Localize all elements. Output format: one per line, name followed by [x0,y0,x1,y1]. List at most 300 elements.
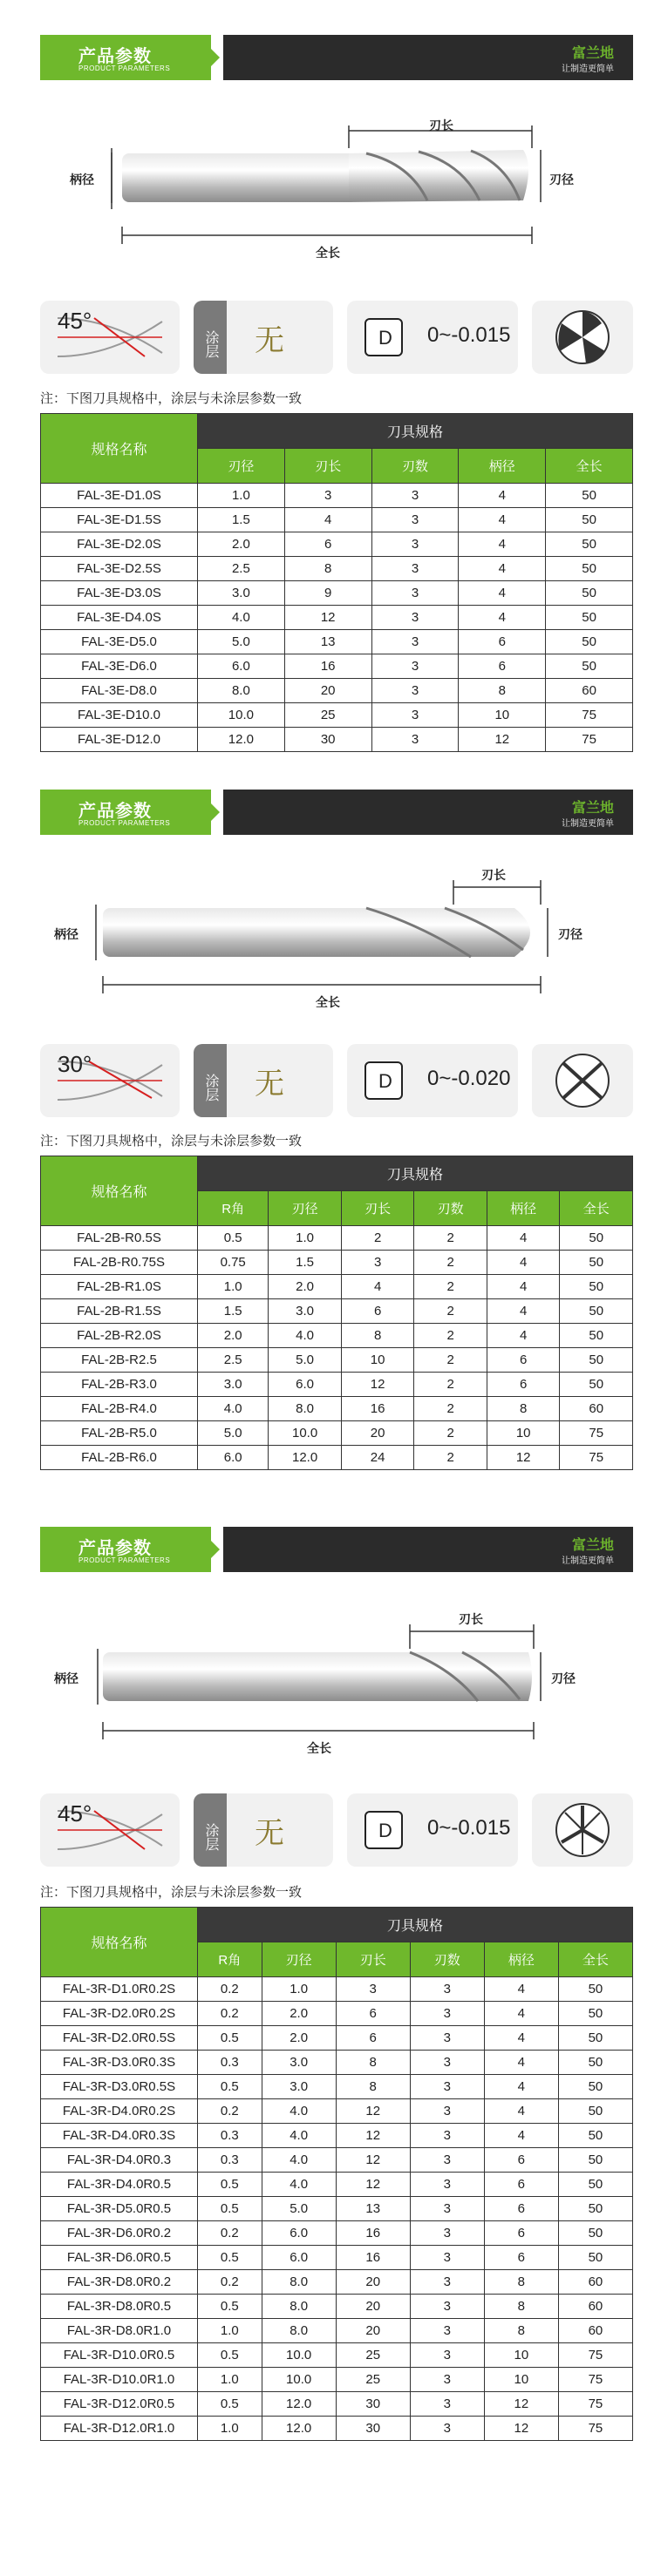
spec-value-cell: 6.0 [262,2221,336,2246]
spec-value-cell: 3 [410,2319,484,2343]
spec-value-cell: 50 [546,508,633,532]
spec-value-cell: 4 [484,2002,558,2026]
end-view-box [532,1793,633,1867]
banner-slogan: 让制造更简单 [562,819,614,829]
spec-value-cell: 2.0 [269,1275,342,1299]
spec-name-cell: FAL-3R-D5.0R0.5 [41,2197,198,2221]
spec-value-cell: 8.0 [262,2270,336,2295]
table-row [41,1324,633,1348]
spec-name-cell: FAL-3E-D1.5S [41,508,198,532]
spec-note: 注：下图刀具规格中，涂层与未涂层参数一致 [40,391,303,406]
spec-value-cell: 4 [487,1251,560,1275]
tolerance-value: 0~-0.015 [427,1816,511,1840]
column-header: 刃长 [341,1191,414,1226]
banner-arrow [211,49,220,66]
table-row [41,2343,633,2368]
table-row [41,1446,633,1470]
spec-value-cell: 50 [560,1226,633,1251]
spec-value-cell: 6.0 [269,1373,342,1397]
spec-value-cell: 75 [560,1446,633,1470]
spec-name-cell: FAL-2B-R1.0S [41,1275,198,1299]
spec-value-cell: 3 [410,2295,484,2319]
table-row [41,2417,633,2441]
banner-brand: 富兰地 [571,1538,614,1553]
spec-value-cell: 12 [487,1446,560,1470]
spec-value-cell: 8 [484,2319,558,2343]
table-row [41,2002,633,2026]
spec-value-cell: 24 [341,1446,414,1470]
spec-value-cell: 4.0 [269,1324,342,1348]
spec-name-cell: FAL-2B-R2.0S [41,1324,198,1348]
spec-value-cell: 3 [410,2343,484,2368]
spec-name-cell: FAL-3R-D1.0R0.2S [41,1977,198,2002]
spec-name-header: 规格名称 [41,414,198,484]
table-row [41,1348,633,1373]
coating-box [194,1044,333,1117]
table-row [41,2270,633,2295]
banner-subtitle: PRODUCT PARAMETERS [78,64,171,72]
table-row [41,2173,633,2197]
table-row [41,1275,633,1299]
spec-value-cell: 0.2 [198,1977,262,2002]
spec-value-cell: 2 [414,1324,487,1348]
spec-name-cell: FAL-3E-D1.0S [41,484,198,508]
helix-angle-value: 45° [58,1800,92,1827]
spec-value-cell: 0.5 [198,2392,262,2417]
spec-table-2b [40,1156,633,1470]
spec-name-cell: FAL-3R-D4.0R0.3 [41,2148,198,2173]
spec-value-cell: 50 [558,2246,632,2270]
spec-value-cell: 12 [459,728,546,752]
spec-name-cell: FAL-3R-D10.0R1.0 [41,2368,198,2392]
spec-value-cell: 8 [487,1397,560,1421]
spec-value-cell: 75 [558,2343,632,2368]
spec-name-header: 规格名称 [41,1156,198,1226]
spec-value-cell: 8.0 [262,2319,336,2343]
spec-value-cell: 3 [371,532,459,557]
spec-value-cell: 5.0 [262,2197,336,2221]
spec-value-cell: 12 [336,2124,410,2148]
overall-length-label: 全长 [307,1741,331,1755]
spec-value-cell: 75 [546,728,633,752]
flute-diameter-label: 刃径 [558,927,582,941]
spec-value-cell: 1.0 [198,2368,262,2392]
spec-value-cell: 50 [546,630,633,654]
spec-value-cell: 12.0 [198,728,285,752]
spec-value-cell: 6 [341,1299,414,1324]
spec-value-cell: 2 [414,1299,487,1324]
spec-value-cell: 1.0 [262,1977,336,2002]
spec-value-cell: 60 [546,679,633,703]
table-row [41,1421,633,1446]
spec-value-cell: 50 [558,2002,632,2026]
spec-value-cell: 4.0 [262,2124,336,2148]
table-row [41,2392,633,2417]
spec-value-cell: 8 [284,557,371,581]
spec-value-cell: 0.5 [198,2197,262,2221]
spec-value-cell: 3 [336,1977,410,2002]
spec-value-cell: 75 [558,2392,632,2417]
spec-name-cell: FAL-3E-D4.0S [41,606,198,630]
spec-name-cell: FAL-2B-R4.0 [41,1397,198,1421]
spec-value-cell: 3 [371,630,459,654]
table-row [41,2221,633,2246]
spec-note: 注：下图刀具规格中，涂层与未涂层参数一致 [40,1134,303,1149]
spec-value-cell: 4.0 [198,1397,269,1421]
spec-value-cell: 6 [484,2221,558,2246]
diameter-symbol-letter: D [378,327,392,349]
spec-value-cell: 0.75 [198,1251,269,1275]
spec-value-cell: 12 [484,2417,558,2441]
table-row [41,1373,633,1397]
spec-value-cell: 4 [459,532,546,557]
product-section-2 [0,767,654,1516]
coating-label: 涂层 [194,1044,227,1117]
spec-value-cell: 3 [371,484,459,508]
spec-value-cell: 2.0 [262,2026,336,2051]
spec-value-cell: 25 [284,703,371,728]
2-flute-ball-end-icon [532,1044,633,1117]
spec-value-cell: 6 [484,2246,558,2270]
spec-value-cell: 1.0 [198,484,285,508]
spec-value-cell: 6 [487,1373,560,1397]
shank-diameter-label: 柄径 [54,1671,78,1685]
banner-slogan: 让制造更简单 [562,1556,614,1566]
spec-name-cell: FAL-3R-D4.0R0.2S [41,2099,198,2124]
spec-value-cell: 3 [371,728,459,752]
column-header: 刃径 [269,1191,342,1226]
table-row [41,1397,633,1421]
spec-name-cell: FAL-3R-D12.0R0.5 [41,2392,198,2417]
spec-value-cell: 3 [410,2148,484,2173]
table-row [41,2075,633,2099]
coating-value: 无 [255,324,284,357]
spec-value-cell: 8.0 [198,679,285,703]
spec-name-cell: FAL-3E-D3.0S [41,581,198,606]
spec-value-cell: 4 [459,508,546,532]
column-header: R角 [198,1942,262,1977]
spec-value-cell: 4.0 [262,2173,336,2197]
spec-name-cell: FAL-3R-D12.0R1.0 [41,2417,198,2441]
banner-title: 产品参数 [78,47,152,66]
spec-value-cell: 10.0 [262,2368,336,2392]
spec-value-cell: 20 [341,1421,414,1446]
spec-value-cell: 60 [558,2319,632,2343]
banner-arrow [211,803,220,821]
spec-table-3e [40,413,633,752]
spec-value-cell: 4 [487,1275,560,1299]
spec-name-cell: FAL-2B-R1.5S [41,1299,198,1324]
flute-length-label: 刃长 [459,1612,483,1626]
spec-name-cell: FAL-3R-D10.0R0.5 [41,2343,198,2368]
diameter-symbol-icon [364,318,403,356]
spec-value-cell: 3.0 [262,2051,336,2075]
spec-name-cell: FAL-3R-D3.0R0.3S [41,2051,198,2075]
spec-value-cell: 12 [336,2148,410,2173]
table-row [41,2051,633,2075]
spec-name-cell: FAL-3R-D4.0R0.3S [41,2124,198,2148]
spec-value-cell: 50 [558,1977,632,2002]
spec-value-cell: 2 [414,1226,487,1251]
spec-name-cell: FAL-3R-D4.0R0.5 [41,2173,198,2197]
table-row [41,2368,633,2392]
spec-value-cell: 0.5 [198,2246,262,2270]
spec-value-cell: 3 [410,2197,484,2221]
spec-value-cell: 9 [284,581,371,606]
spec-value-cell: 3 [410,2368,484,2392]
spec-value-cell: 2.0 [198,532,285,557]
table-row [41,532,633,557]
table-row [41,606,633,630]
spec-value-cell: 6 [284,532,371,557]
diameter-symbol-icon [364,1061,403,1100]
spec-value-cell: 10 [459,703,546,728]
spec-value-cell: 0.2 [198,2221,262,2246]
spec-name-cell: FAL-2B-R6.0 [41,1446,198,1470]
banner-slogan: 让制造更简单 [562,64,614,74]
spec-value-cell: 60 [560,1397,633,1421]
spec-icon-row [40,1044,633,1122]
shank-diameter-label: 柄径 [70,173,94,186]
spec-value-cell: 3.0 [198,1373,269,1397]
helix-angle-box [40,1793,180,1867]
spec-value-cell: 4.0 [262,2148,336,2173]
spec-value-cell: 2.5 [198,1348,269,1373]
spec-value-cell: 3 [410,2075,484,2099]
spec-value-cell: 20 [336,2270,410,2295]
spec-value-cell: 2 [414,1397,487,1421]
spec-value-cell: 1.0 [198,2417,262,2441]
spec-value-cell: 20 [336,2319,410,2343]
spec-value-cell: 3 [410,2246,484,2270]
spec-value-cell: 12 [484,2392,558,2417]
spec-value-cell: 1.5 [198,1299,269,1324]
spec-value-cell: 50 [546,581,633,606]
spec-value-cell: 8.0 [262,2295,336,2319]
spec-value-cell: 8 [484,2295,558,2319]
spec-value-cell: 2 [414,1421,487,1446]
table-row [41,557,633,581]
spec-value-cell: 4 [484,2099,558,2124]
spec-value-cell: 25 [336,2368,410,2392]
spec-value-cell: 50 [558,2099,632,2124]
spec-value-cell: 8 [336,2051,410,2075]
spec-value-cell: 8 [341,1324,414,1348]
spec-value-cell: 75 [558,2417,632,2441]
spec-value-cell: 1.0 [198,1275,269,1299]
spec-name-cell: FAL-3R-D2.0R0.2S [41,2002,198,2026]
spec-table-body [41,1977,633,2441]
spec-name-cell: FAL-3R-D6.0R0.2 [41,2221,198,2246]
spec-value-cell: 50 [560,1324,633,1348]
spec-icon-row [40,1793,633,1872]
spec-value-cell: 4.0 [198,606,285,630]
spec-value-cell: 12 [341,1373,414,1397]
column-header: 刃长 [284,449,371,484]
spec-value-cell: 5.0 [198,1421,269,1446]
spec-table-body [41,1226,633,1470]
spec-value-cell: 0.3 [198,2124,262,2148]
spec-value-cell: 3 [410,2417,484,2441]
spec-value-cell: 4 [487,1324,560,1348]
spec-value-cell: 0.5 [198,2295,262,2319]
spec-value-cell: 6 [484,2173,558,2197]
spec-value-cell: 4 [459,581,546,606]
product-section-1 [0,0,654,767]
column-header: 柄径 [487,1191,560,1226]
spec-value-cell: 10.0 [198,703,285,728]
spec-value-cell: 0.5 [198,1226,269,1251]
coating-value: 无 [255,1817,284,1850]
spec-name-cell: FAL-2B-R0.75S [41,1251,198,1275]
table-row [41,1977,633,2002]
spec-value-cell: 6 [487,1348,560,1373]
banner-arrow [211,1541,220,1558]
3-flute-square-end-icon [532,301,633,374]
spec-value-cell: 50 [546,606,633,630]
spec-value-cell: 20 [336,2295,410,2319]
column-header: 刃数 [371,449,459,484]
spec-value-cell: 50 [546,532,633,557]
spec-value-cell: 3.0 [262,2075,336,2099]
spec-name-cell: FAL-3R-D2.0R0.5S [41,2026,198,2051]
spec-value-cell: 4 [459,557,546,581]
column-header: 刃长 [336,1942,410,1977]
spec-value-cell: 50 [558,2173,632,2197]
spec-name-cell: FAL-3E-D12.0 [41,728,198,752]
helix-angle-value: 30° [58,1051,92,1077]
banner-brand: 富兰地 [571,46,614,61]
spec-value-cell: 16 [336,2246,410,2270]
spec-value-cell: 3 [371,679,459,703]
spec-value-cell: 4 [484,2026,558,2051]
spec-value-cell: 3 [371,557,459,581]
spec-value-cell: 8.0 [269,1397,342,1421]
tool-spec-header: 刀具规格 [198,414,633,449]
spec-value-cell: 1.0 [269,1226,342,1251]
column-header: 柄径 [484,1942,558,1977]
spec-value-cell: 4 [284,508,371,532]
spec-value-cell: 50 [558,2026,632,2051]
tolerance-box [347,1793,518,1867]
spec-value-cell: 50 [558,2051,632,2075]
diameter-symbol-letter: D [378,1070,392,1092]
spec-value-cell: 4 [487,1226,560,1251]
spec-value-cell: 2 [414,1348,487,1373]
spec-value-cell: 10.0 [269,1421,342,1446]
table-row [41,654,633,679]
spec-value-cell: 10 [484,2368,558,2392]
spec-value-cell: 75 [558,2368,632,2392]
spec-value-cell: 10.0 [262,2343,336,2368]
tolerance-value: 0~-0.015 [427,323,511,347]
spec-value-cell: 3 [371,654,459,679]
banner-title: 产品参数 [78,802,152,821]
spec-value-cell: 3 [410,2002,484,2026]
spec-value-cell: 12.0 [269,1446,342,1470]
spec-value-cell: 50 [558,2221,632,2246]
spec-value-cell: 60 [558,2270,632,2295]
helix-angle-box [40,301,180,374]
overall-length-label: 全长 [316,995,340,1009]
3-flute-corner-radius-icon [532,1793,633,1867]
banner-subtitle: PRODUCT PARAMETERS [78,1556,171,1564]
spec-value-cell: 50 [558,2148,632,2173]
spec-value-cell: 0.2 [198,2002,262,2026]
diameter-symbol-icon [364,1811,403,1849]
table-row [41,2246,633,2270]
spec-note: 注：下图刀具规格中，涂层与未涂层参数一致 [40,1885,303,1900]
spec-value-cell: 50 [558,2075,632,2099]
spec-value-cell: 0.5 [198,2343,262,2368]
spec-value-cell: 50 [546,484,633,508]
column-header: 刃数 [414,1191,487,1226]
spec-value-cell: 50 [546,654,633,679]
spec-value-cell: 50 [560,1373,633,1397]
spec-name-cell: FAL-2B-R2.5 [41,1348,198,1373]
spec-name-cell: FAL-3R-D8.0R0.5 [41,2295,198,2319]
spec-value-cell: 3 [410,2392,484,2417]
spec-value-cell: 3 [410,2051,484,2075]
spec-value-cell: 6 [459,654,546,679]
table-row [41,630,633,654]
spec-value-cell: 2 [414,1373,487,1397]
spec-table-3r [40,1907,633,2441]
spec-value-cell: 4 [459,484,546,508]
table-row [41,2148,633,2173]
spec-value-cell: 3 [371,703,459,728]
column-header: 刃数 [410,1942,484,1977]
spec-name-cell: FAL-2B-R5.0 [41,1421,198,1446]
shank-diameter-label: 柄径 [54,927,78,941]
spec-name-cell: FAL-2B-R0.5S [41,1226,198,1251]
spec-name-cell: FAL-3E-D10.0 [41,703,198,728]
spec-value-cell: 60 [558,2295,632,2319]
column-header: 柄径 [459,449,546,484]
spec-value-cell: 3 [410,2124,484,2148]
spec-value-cell: 16 [336,2221,410,2246]
table-row [41,508,633,532]
spec-name-cell: FAL-3R-D8.0R0.2 [41,2270,198,2295]
spec-value-cell: 50 [560,1251,633,1275]
spec-value-cell: 4 [487,1299,560,1324]
spec-name-cell: FAL-3E-D5.0 [41,630,198,654]
spec-value-cell: 8 [484,2270,558,2295]
spec-value-cell: 50 [546,557,633,581]
spec-value-cell: 6.0 [198,1446,269,1470]
spec-value-cell: 2 [414,1446,487,1470]
spec-value-cell: 5.0 [198,630,285,654]
spec-value-cell: 6 [484,2148,558,2173]
spec-value-cell: 75 [546,703,633,728]
column-header: 刃径 [262,1942,336,1977]
product-section-3 [0,1516,654,2576]
spec-value-cell: 2 [414,1251,487,1275]
spec-value-cell: 20 [284,679,371,703]
spec-name-cell: FAL-3R-D6.0R0.5 [41,2246,198,2270]
banner-title: 产品参数 [78,1539,152,1558]
table-row [41,728,633,752]
spec-value-cell: 12.0 [262,2392,336,2417]
spec-value-cell: 2.0 [262,2002,336,2026]
spec-value-cell: 10 [487,1421,560,1446]
column-header: 全长 [558,1942,632,1977]
spec-value-cell: 3 [410,2026,484,2051]
spec-value-cell: 0.2 [198,2099,262,2124]
flute-length-label: 刃长 [481,868,506,882]
spec-value-cell: 4 [459,606,546,630]
spec-value-cell: 4 [341,1275,414,1299]
